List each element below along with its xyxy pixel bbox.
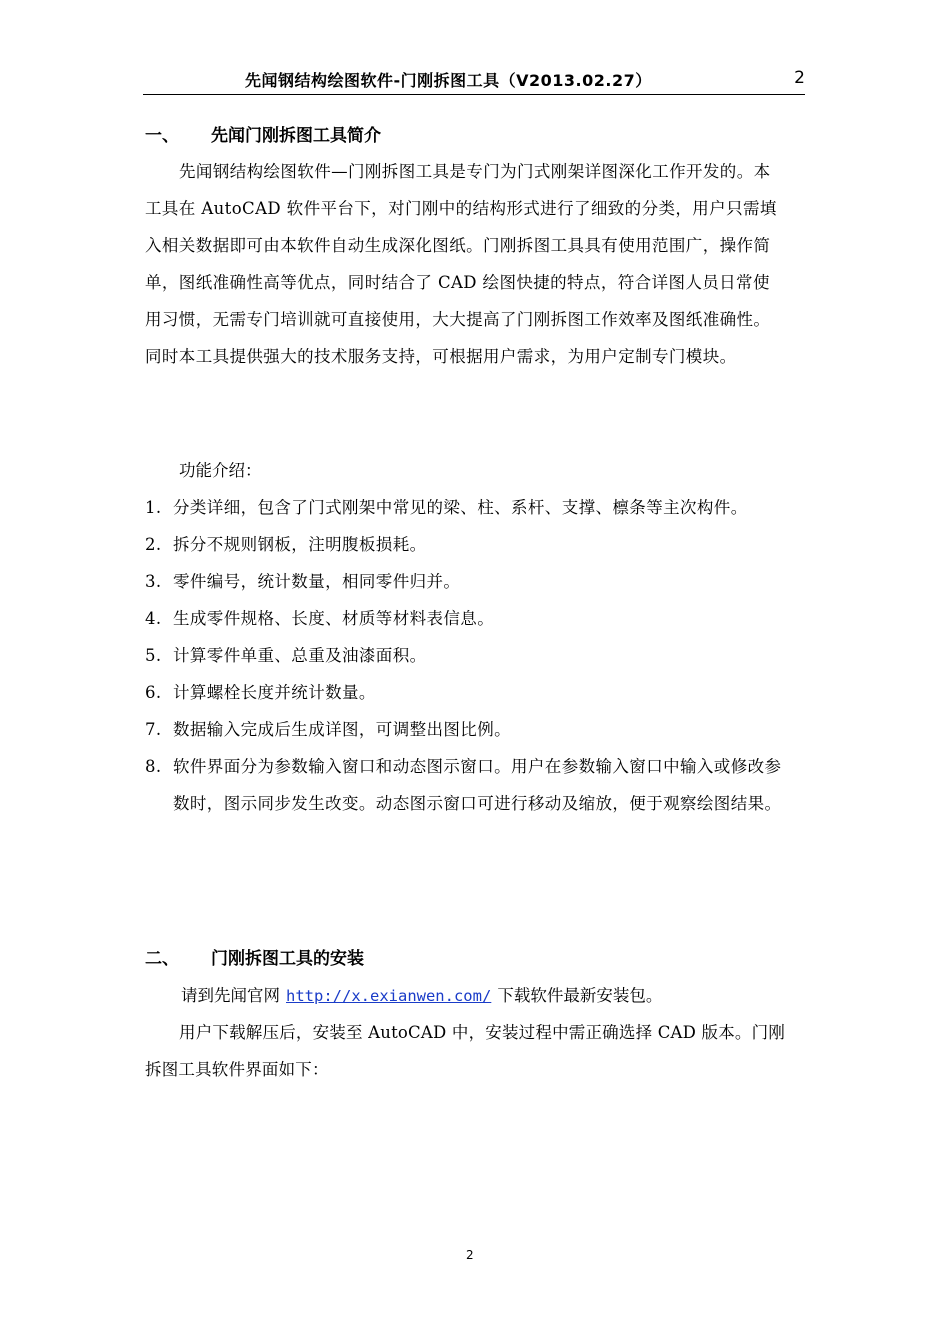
list-index: 3.: [145, 572, 162, 591]
page-header: [143, 66, 805, 95]
features-list: [145, 489, 785, 822]
list-item: [145, 526, 785, 563]
install-paragraph: 用户下载解压后，安装至 AutoCAD 中，安装过程中需正确选择 CAD 版本。门刚拆图工具软件界面如下：: [145, 1023, 786, 1079]
list-item: [145, 711, 785, 748]
list-index: 1.: [145, 498, 162, 517]
download-text-before: 请到先闻官网: [181, 986, 280, 1005]
list-index: 7.: [145, 720, 162, 739]
section-number: 二、: [145, 949, 179, 969]
list-text: 数据输入完成后生成详图，可调整出图比例。: [173, 720, 511, 739]
list-text: 计算零件单重、总重及油漆面积。: [173, 646, 427, 665]
list-item: [145, 600, 785, 637]
download-link[interactable]: http://x.exianwen.com/: [286, 987, 492, 1005]
section-title: 先闻门刚拆图工具简介: [211, 126, 381, 146]
section-heading-intro: [145, 121, 381, 146]
download-text-after: 下载软件最新安装包。: [497, 986, 663, 1005]
list-index: 5.: [145, 646, 162, 665]
section-number: 一、: [145, 126, 179, 146]
list-text: 零件编号，统计数量，相同零件归并。: [173, 572, 461, 591]
list-item: [145, 563, 785, 600]
list-text: 拆分不规则钢板，注明腹板损耗。: [173, 535, 427, 554]
download-line: [181, 977, 662, 1015]
header-page-number: 2: [794, 68, 805, 88]
footer-page-number: 2: [466, 1248, 474, 1262]
list-index: 4.: [145, 609, 162, 628]
list-text: 计算螺栓长度并统计数量。: [173, 683, 376, 702]
features-title: 功能介绍：: [179, 461, 262, 480]
section-title: 门刚拆图工具的安装: [211, 949, 364, 969]
list-text: 分类详细，包含了门式刚架中常见的梁、柱、系杆、支撑、檩条等主次构件。: [173, 498, 748, 517]
list-text: 软件界面分为参数输入窗口和动态图示窗口。用户在参数输入窗口中输入或修改参数时，图示同步发生改变。动态图示窗口可进行移动及缩放，便于观察绘图结果。: [173, 757, 782, 813]
list-item: [145, 489, 785, 526]
intro-paragraph: 先闻钢结构绘图软件—门刚拆图工具是专门为门式刚架详图深化工作开发的。本工具在 AutoCAD 软件平台下，对门刚中的结构形式进行了细致的分类，用户只需填入相关数据即可由本软件自动生成深化图纸。门刚拆图工具具有使用范围广，操作简单，图纸准确性高等优点，同时结合了 CAD 绘图快捷的特点，符合详图人员日常使用习惯，无需专门培训就可直接使用，大大提高了门刚拆图工作效率及图纸准确性。同时本工具提供强大的技术服务支持，可根据用户需求，为用户定制专门模块。: [145, 162, 777, 366]
list-item: [145, 748, 785, 822]
list-item: [145, 674, 785, 711]
list-index: 8.: [145, 757, 162, 776]
list-item: [145, 637, 785, 674]
list-index: 6.: [145, 683, 162, 702]
list-text: 生成零件规格、长度、材质等材料表信息。: [173, 609, 495, 628]
header-title: 先闻钢结构绘图软件-门刚拆图工具（V2013.02.27）: [245, 71, 652, 90]
section-heading-install: [145, 944, 364, 969]
list-index: 2.: [145, 535, 162, 554]
